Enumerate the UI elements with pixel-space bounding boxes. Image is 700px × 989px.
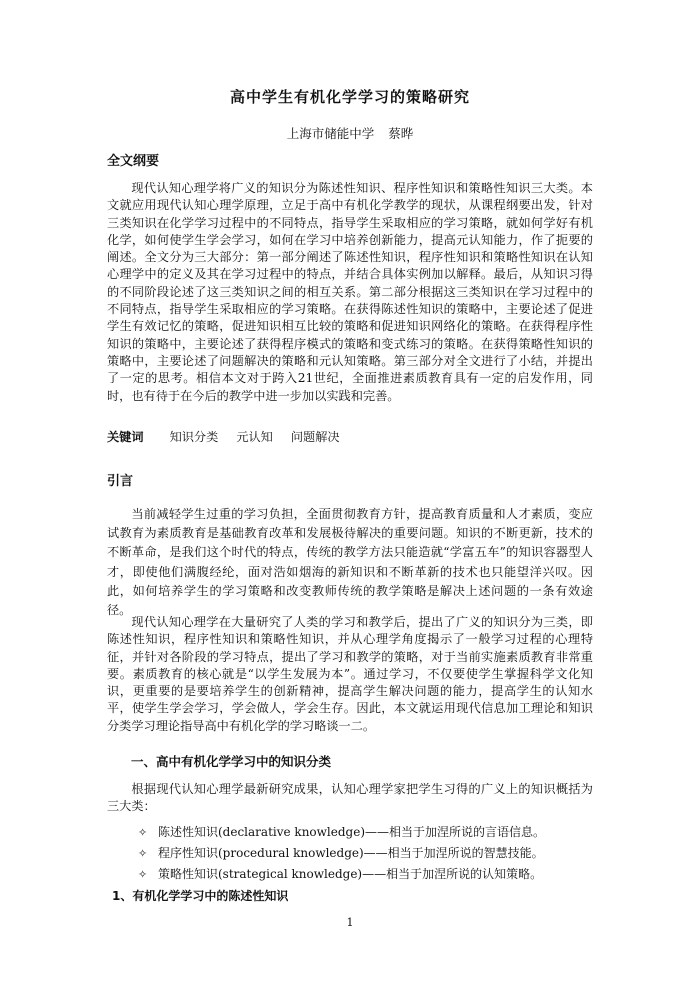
list-item	[138, 864, 545, 885]
knowledge-types-list	[138, 822, 545, 885]
keywords-line	[107, 428, 358, 445]
list-item-text: 程序性知识(procedural knowledge)——相当于加涅所说的智慧技能。	[158, 846, 544, 860]
author-line	[0, 124, 700, 142]
list-item-text: 陈述性知识(declarative knowledge)——相当于加涅所说的言语信息。	[158, 825, 546, 839]
subsection-1-heading: 1、有机化学学习中的陈述性知识	[112, 889, 289, 903]
diamond-bullet-icon: ✧	[138, 868, 148, 881]
author-school: 上海市储能中学	[286, 126, 375, 141]
list-item	[138, 822, 545, 843]
section-1-intro: 根据现代认知心理学最新研究成果，认知心理学家把学生习得的广义上的知识概括为三大类：	[107, 782, 593, 814]
diamond-bullet-icon: ✧	[138, 847, 148, 860]
keywords-label: 关键词	[107, 430, 144, 444]
keyword-item: 知识分类	[169, 430, 219, 444]
list-item-text: 策略性知识(strategical knowledge)——相当于加涅所说的认知策略。	[158, 867, 543, 881]
section-1-heading: 一、高中有机化学学习中的知识分类	[131, 754, 332, 769]
abstract-heading: 全文纲要	[107, 154, 160, 169]
diamond-bullet-icon: ✧	[138, 826, 148, 839]
page-title: 高中学生有机化学学习的策略研究	[229, 88, 470, 106]
intro-heading: 引言	[107, 474, 134, 489]
intro-paragraph-1: 当前减轻学生过重的学习负担，全面贯彻教育方针，提高教育质量和人才素质，变应试教育为素质教育是基础教育改革和发展极待解决的重要问题。知识的不断更新，技术的不断革命，是我们这个时代的特点，传统的教学方法只能造就“学富五车”的知识容器型人才，即使他们满腹经纶，面对浩如烟海的新知识和不断革新的技术也只能望洋兴叹。因此，如何培养学生的学习策略和改变教师传统的教学策略是解决上述问题的一条有效途径。	[107, 507, 593, 618]
keyword-item: 元认知	[236, 430, 273, 444]
author-name: 蔡晔	[388, 126, 414, 141]
intro-paragraph-2: 现代认知心理学在大量研究了人类的学习和教学后，提出了广义的知识分为三类，即陈述性知识，程序性知识和策略性知识，并从心理学角度揭示了一般学习过程的心理特征，并针对各阶段的学习特点，提出了学习和教学的策略，对于当前实施素质教育非常重要。素质教育的核心就是“以学生发展为本”。通过学习，不仅要使学生掌握科学文化知识，更重要的是要培养学生的创新精神，提高学生解决问题的能力，提高学生的认知水平，使学生学会学习，学会做人，学会生存。因此，本文就运用现代信息加工理论和知识分类学习理论指导高中有机化学的学习略谈一二。	[107, 615, 593, 733]
list-item	[138, 843, 545, 864]
keyword-item: 问题解决	[290, 430, 340, 444]
abstract-paragraph: 现代认知心理学将广义的知识分为陈述性知识、程序性知识和策略性知识三大类。本文就应用现代认知心理学原理，立足于高中有机化学教学的现状，从课程纲要出发，针对三类知识在化学学习过程中的不同特点，指导学生采取相应的学习策略，就如何学好有机化学，如何使学生学会学习，如何在学习中培养创新能力，提高元认知能力，作了扼要的阐述。全文分为三大部分：第一部分阐述了陈述性知识，程序性知识和策略性知识在认知心理学中的定义及其在学习过程中的特点，并结合具体实例加以解释。最后，从知识习得的不同阶段论述了这三类知识之间的相互关系。第二部分根据这三类知识在学习过程中的不同特点，指导学生采取相应的学习策略。在获得陈述性知识的策略中，主要论述了促进学生有效记忆的策略，促进知识相互比较的策略和促进知识网络化的策略。在获得程序性知识的策略中，主要论述了获得程序模式的策略和变式练习的策略。在获得策略性知识的策略中，主要论述了问题解决的策略和元认知策略。第三部分对全文进行了小结，并提出了一定的思考。相信本文对于跨入21世纪，全面推进素质教育具有一定的启发作用，同时，也有待于在今后的教学中进一步加以实践和完善。	[107, 181, 593, 403]
page-number: 1	[346, 916, 354, 929]
